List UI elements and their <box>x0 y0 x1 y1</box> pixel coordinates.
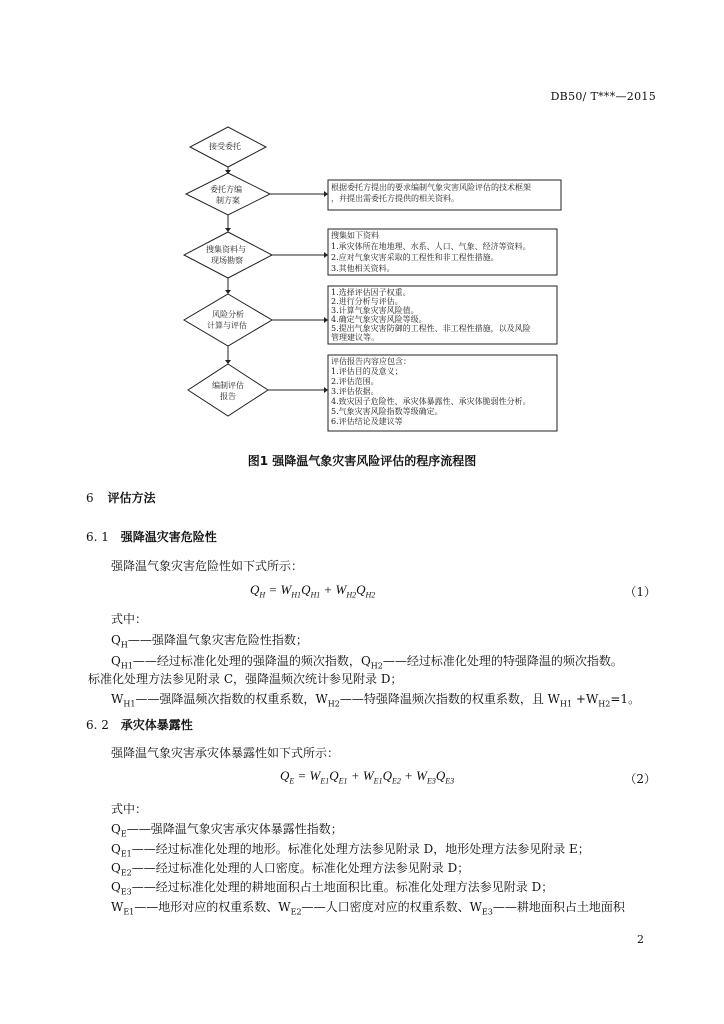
formula-2: $Q_E = W_{E1}Q_{E1} + W_{E1}Q_{E2} + W_{E3}Q_{E3}$ <box>280 768 455 786</box>
definition-qh: $Q_H——$强降温气象灾害危险性指数； <box>111 633 308 650</box>
note-3-line-6: 管理建议等。 <box>331 333 379 342</box>
definition-qe: $Q_E——$强降温气象灾害承灾体暴露性指数； <box>111 822 343 839</box>
figure-caption: 图1 强降温气象灾害风险评估的程序流程图 <box>247 454 477 468</box>
definition-wh: $W_{H1}——$强降温频次指数的权重系数，$W_{H2}——$特强降温频次指数的权重系数，且 $W_{H1} +W_{H2}=1$。 <box>111 692 641 709</box>
equation-number-2: （2） <box>624 772 656 786</box>
note-3-line-3: 3.计算气象灾害风险值。 <box>331 306 419 315</box>
definition-qh-methods: 标准化处理方法参见附录 C，强降温频次统计参见附录 D； <box>88 672 403 686</box>
note-3-line-4: 4.确定气象灾害风险等级。 <box>331 315 427 324</box>
section-number: 6 <box>86 491 94 505</box>
section-6-heading <box>86 489 155 506</box>
note-4-line-7: 6.评估结论及建议等 <box>331 417 403 426</box>
step-label-3a: 搜集资料与 <box>206 245 246 254</box>
step-label-4b: 计算与评估 <box>207 321 247 330</box>
note-2-line-3: 2.应对气象灾害采取的工程性和非工程性措施。 <box>331 253 499 262</box>
section-6-2-heading <box>86 716 193 733</box>
note-4-line-2: 1.评估目的及意义； <box>331 367 403 376</box>
note-3-line-5: 5.提出气象灾害防御的工程性、非工程性措施，以及风险 <box>331 324 531 333</box>
section-6-1-heading <box>86 528 217 545</box>
subsection-title: 承灾体暴露性 <box>120 718 193 732</box>
subsection-number: 6. 2 <box>86 718 109 732</box>
definition-qe1: $Q_{E1}——$经过标准化处理的地形。标准化处理方法参见附录 D，地形处理方法参见附录 E； <box>111 842 590 859</box>
paragraph-intro-6-1: 强降温气象灾害危险性如下式所示： <box>111 559 304 573</box>
step-label-3b: 现场勘察 <box>211 256 243 265</box>
definition-qh1: $Q_{H1}——$经过标准化处理的强降温的频次指数，$Q_{H2}——$经过标准化处理的特强降温的频次指数。 <box>111 654 623 671</box>
section-title: 评估方法 <box>107 491 156 505</box>
note-1-line-2: ，并提出需委托方提供的相关资料。 <box>331 194 459 203</box>
note-4-line-5: 4.致灾因子危险性、承灾体暴露性、承灾体脆弱性分析。 <box>331 397 531 406</box>
note-2-line-1: 搜集如下资料 <box>331 231 379 240</box>
note-4-line-1: 评估报告内容应包含： <box>331 357 411 366</box>
step-label-2a: 委托方编 <box>210 185 242 194</box>
note-4-line-3: 2.评估范围。 <box>331 377 379 386</box>
equation-number-1: （1） <box>624 585 656 599</box>
step-label-2b: 制方案 <box>216 196 240 205</box>
note-4-line-4: 3.评估依据。 <box>331 387 379 396</box>
where-label-2: 式中： <box>111 802 148 816</box>
document-code: DB50/ T***—2015 <box>550 90 656 103</box>
note-2-line-2: 1.承灾体所在地地理、水系、人口、气象、经济等资料。 <box>331 242 531 251</box>
page-number: 2 <box>637 933 644 946</box>
note-2-line-4: 3.其他相关资料。 <box>331 264 395 273</box>
note-1-line-1: 根据委托方提出的要求编制气象灾害风险评估的技术框架 <box>331 183 531 192</box>
step-label-5b: 报告 <box>220 392 236 401</box>
formula-1: $Q_H = W_{H1}Q_{H1} + W_{H2}Q_{H2}$ <box>250 582 376 600</box>
note-3-line-1: 1.选择评估因子权重。 <box>331 288 411 297</box>
step-label-4a: 风险分析 <box>212 310 244 319</box>
subsection-title: 强降温灾害危险性 <box>120 530 217 544</box>
paragraph-intro-6-2: 强降温气象灾害承灾体暴露性如下式所示： <box>111 746 340 760</box>
note-4-line-6: 5.气象灾害风险指数等级确定。 <box>331 407 443 416</box>
step-label-1: 接受委托 <box>209 142 241 151</box>
definition-qe3: $Q_{E3}——$经过标准化处理的耕地面积占土地面积比重。标准化处理方法参见附录 D； <box>111 880 554 897</box>
where-label: 式中： <box>111 612 148 626</box>
note-3-line-2: 2.进行分析与评估。 <box>331 297 403 306</box>
subsection-number: 6. 1 <box>86 530 109 544</box>
definition-qe2: $Q_{E2}——$经过标准化处理的人口密度。标准化处理方法参见附录 D； <box>111 861 470 878</box>
definition-we: $W_{E1}——$地形对应的权重系数、$W_{E2}——$人口密度对应的权重系数、$W_{E3}——$耕地面积占土地面积 <box>111 900 625 917</box>
step-label-5a: 编制评估 <box>212 381 244 390</box>
